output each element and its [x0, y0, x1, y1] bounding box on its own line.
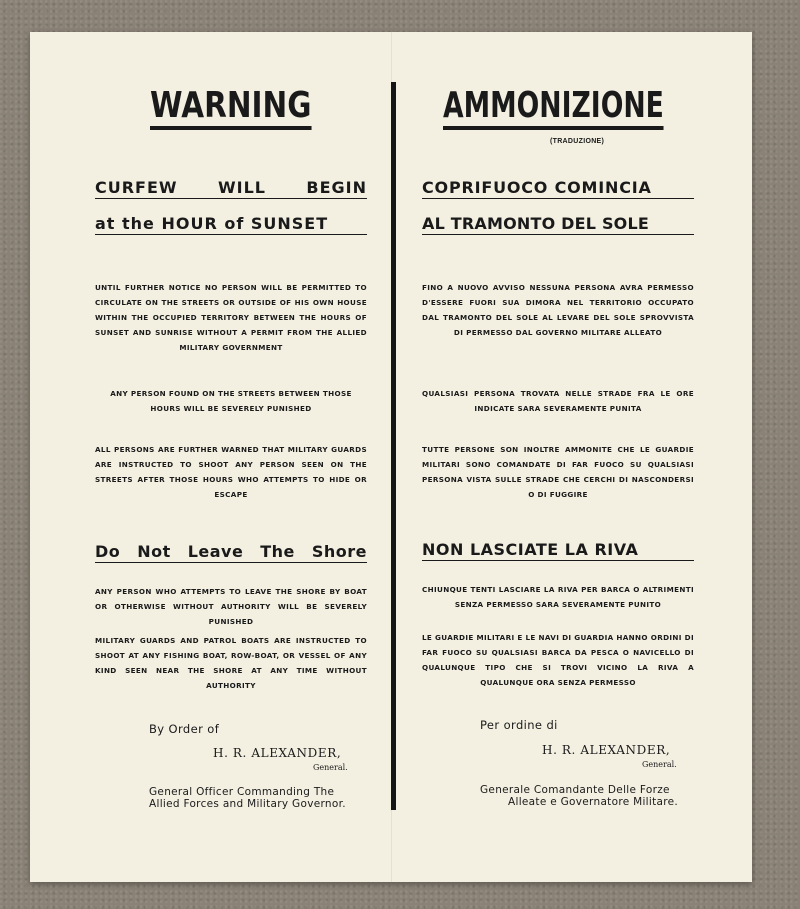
- english-signatory-name: H. R. ALEXANDER,: [213, 746, 342, 760]
- italian-heading-2: NON LASCIATE LA RIVA: [422, 540, 694, 561]
- italian-office-line2: Alleate e Governatore Militare.: [508, 796, 679, 808]
- english-office-line1: General Officer Commanding The: [149, 786, 335, 798]
- italian-subtitle: (TRADUZIONE): [550, 138, 605, 145]
- italian-signatory-rank: General.: [642, 760, 677, 769]
- english-office-line2: Allied Forces and Military Governor.: [149, 798, 346, 810]
- english-heading-2: Do Not Leave The Shore: [95, 542, 367, 561]
- italian-paragraph-5: LE GUARDIE MILITARI E LE NAVI DI GUARDIA HANNO ORDINI DI FAR FUOCO SU QUALSIASI BARCA DA PESCA O NAVICELLO DI QUALUNQUE TIPO CHE SI TROVI VICINO LA RIVA A QUALUNQUE ORA SENZA PERMESSO: [422, 633, 694, 687]
- english-by-order: By Order of: [149, 722, 220, 736]
- english-paragraph-4: ANY PERSON WHO ATTEMPTS TO LEAVE THE SHORE BY BOAT OR OTHERWISE WITHOUT AUTHORITY WILL BE SEVERELY PUNISHED: [95, 587, 367, 626]
- italian-office-line1: Generale Comandante Delle Forze: [480, 784, 670, 796]
- english-paragraph-5: MILITARY GUARDS AND PATROL BOATS ARE INSTRUCTED TO SHOOT AT ANY FISHING BOAT, ROW-BOAT, OR VESSEL OF ANY KIND SEEN NEAR THE SHORE AT ANY TIME WITHOUT AUTHORITY: [95, 636, 367, 690]
- italian-heading-line2: AL TRAMONTO DEL SOLE: [422, 214, 694, 235]
- italian-paragraph-3: TUTTE PERSONE SON INOLTRE AMMONITE CHE LE GUARDIE MILITARI SONO COMANDATE DI FAR FUOCO SU QUALSIASI PERSONA VISTA SULLE STRADE CHE CERCHI DI NASCONDERSI O DI FUGGIRE: [422, 445, 694, 499]
- italian-title: AMMONIZIONE: [443, 88, 664, 130]
- english-title: WARNING: [150, 88, 311, 130]
- english-paragraph-2: ANY PERSON FOUND ON THE STREETS BETWEEN THOSE HOURS WILL BE SEVERELY PUNISHED: [110, 389, 352, 413]
- italian-by-order: Per ordine di: [480, 718, 558, 732]
- italian-signatory-name: H. R. ALEXANDER,: [542, 743, 671, 757]
- english-heading-line2: at the HOUR of SUNSET: [95, 214, 367, 235]
- english-heading-line1: CURFEW WILL BEGIN: [95, 178, 367, 197]
- italian-paragraph-1: FINO A NUOVO AVVISO NESSUNA PERSONA AVRA PERMESSO D'ESSERE FUORI SUA DIMORA NEL TERRITORIO OCCUPATO DAL TRAMONTO DEL SOLE AL LEVARE DEL SOLE SPROVVISTA DI PERMESSO DAL GOVERNO MILITARE ALLEATO: [422, 283, 694, 337]
- english-paragraph-1: UNTIL FURTHER NOTICE NO PERSON WILL BE PERMITTED TO CIRCULATE ON THE STREETS OR OUTSIDE OF HIS OWN HOUSE WITHIN THE OCCUPIED TERRITORY BETWEEN THE HOURS OF SUNSET AND SUNRISE WITHOUT A PERMIT FROM THE ALLIED MILITARY GOVERNMENT: [95, 283, 367, 352]
- poster-sheet: [30, 32, 752, 882]
- english-signatory-rank: General.: [313, 763, 348, 772]
- column-divider: [391, 82, 396, 810]
- italian-paragraph-2: QUALSIASI PERSONA TROVATA NELLE STRADE FRA LE ORE INDICATE SARA SEVERAMENTE PUNITA: [422, 389, 694, 413]
- english-paragraph-3: ALL PERSONS ARE FURTHER WARNED THAT MILITARY GUARDS ARE INSTRUCTED TO SHOOT ANY PERSON SEEN ON THE STREETS AFTER THOSE HOURS WHO ATTEMPTS TO HIDE OR ESCAPE: [95, 445, 367, 499]
- italian-paragraph-4: CHIUNQUE TENTI LASCIARE LA RIVA PER BARCA O ALTRIMENTI SENZA PERMESSO SARA SEVERAMENTE PUNITO: [422, 585, 694, 609]
- italian-heading-line1: COPRIFUOCO COMINCIA: [422, 178, 694, 199]
